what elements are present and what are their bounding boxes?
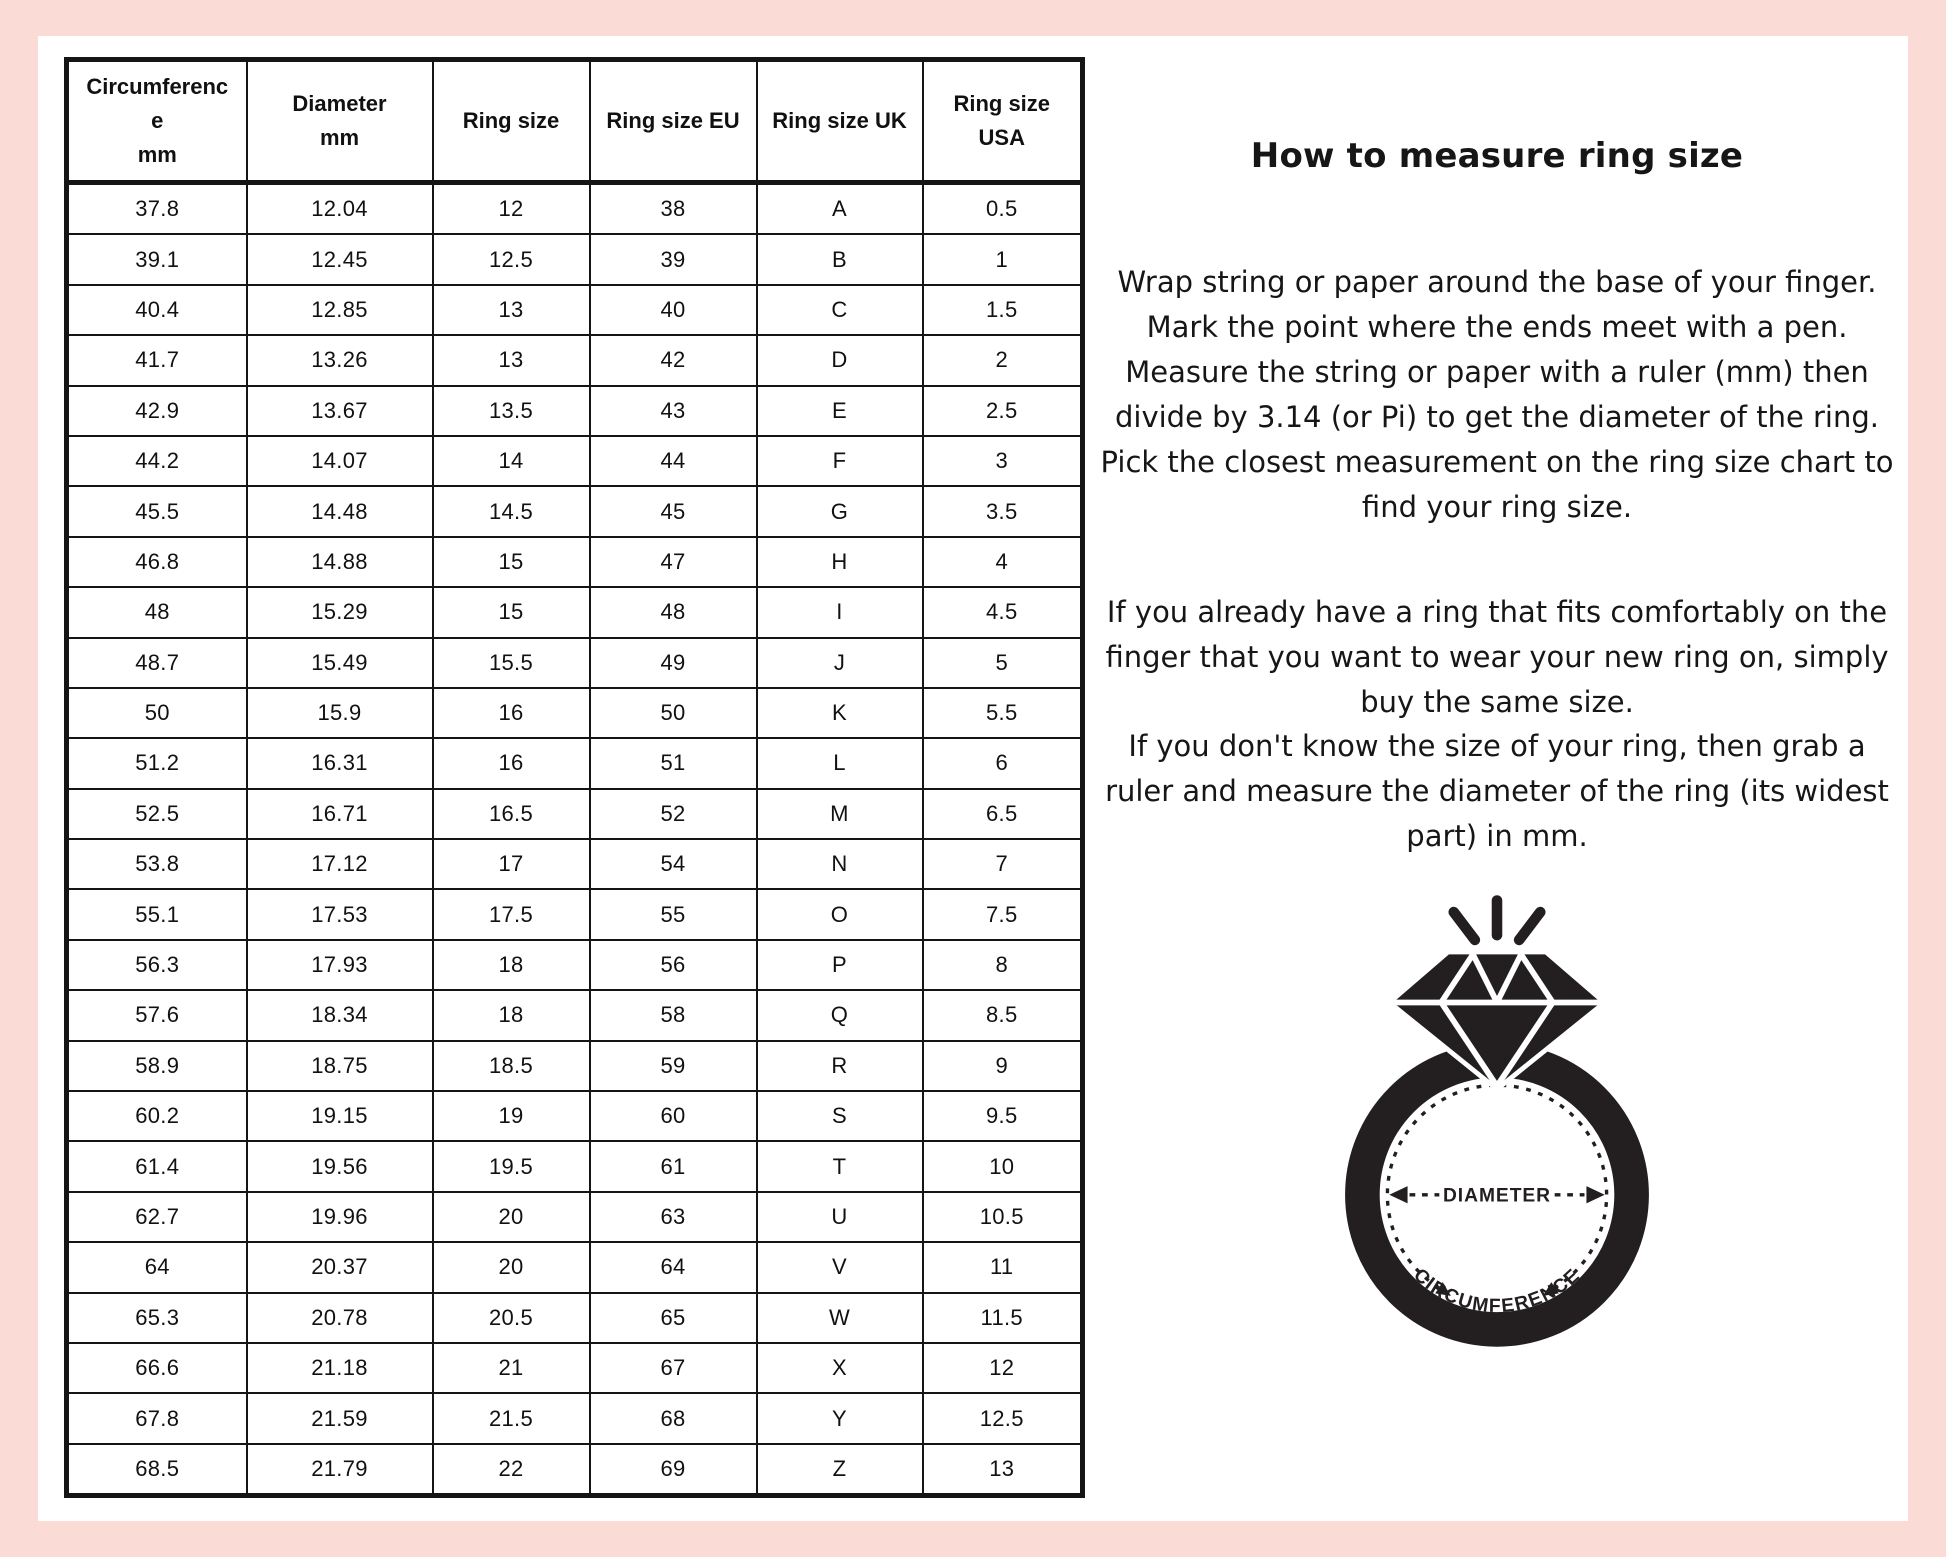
existing-ring-sentence-1: If you already have a ring that fits comfortably on the finger that you want to wear your new ring on, simply buy the same size.: [1105, 594, 1889, 719]
table-body: [67, 183, 1083, 1496]
table-cell: 61.4: [67, 1141, 247, 1191]
table-cell: 20.5: [433, 1293, 590, 1343]
table-cell: 44: [590, 436, 757, 486]
table-cell: E: [757, 386, 923, 436]
existing-ring-paragraph: [1092, 590, 1902, 860]
table-cell: 64: [590, 1242, 757, 1292]
column-header-line: Ring size: [462, 107, 560, 133]
table-cell: 9: [923, 1041, 1083, 1091]
table-cell: G: [757, 486, 923, 536]
table-row: [67, 1041, 1083, 1091]
table-cell: 14.48: [247, 486, 433, 536]
content-panel: [38, 36, 1908, 1521]
table-cell: B: [757, 234, 923, 284]
table-cell: 42: [590, 335, 757, 385]
table-row: [67, 1091, 1083, 1141]
table-cell: 18: [433, 940, 590, 990]
column-header: [923, 60, 1083, 183]
column-header-line: Ring size: [953, 90, 1051, 116]
table-cell: 8: [923, 940, 1083, 990]
column-header: [757, 60, 923, 183]
table-cell: 5: [923, 638, 1083, 688]
table-cell: 19: [433, 1091, 590, 1141]
table-row: [67, 940, 1083, 990]
table-row: [67, 738, 1083, 788]
table-row: [67, 839, 1083, 889]
column-header: [590, 60, 757, 183]
column-header-line: e: [151, 107, 164, 133]
table-cell: 17.53: [247, 889, 433, 939]
table-cell: 60.2: [67, 1091, 247, 1141]
existing-ring-sentence-2: If you don't know the size of your ring, then grab a ruler and measure the diameter of the ring (its widest part) in mm.: [1105, 729, 1889, 854]
table-cell: 1: [923, 234, 1083, 284]
ring-diagram: [1247, 889, 1747, 1389]
column-header: [67, 60, 247, 183]
table-cell: Y: [757, 1393, 923, 1443]
table-cell: 42.9: [67, 386, 247, 436]
table-cell: 5.5: [923, 688, 1083, 738]
table-row: [67, 486, 1083, 536]
table-cell: 13: [923, 1444, 1083, 1496]
table-row: [67, 638, 1083, 688]
table-cell: 39.1: [67, 234, 247, 284]
table-cell: 21.5: [433, 1393, 590, 1443]
table-cell: M: [757, 789, 923, 839]
table-cell: 40: [590, 285, 757, 335]
table-cell: 52: [590, 789, 757, 839]
table-cell: Q: [757, 990, 923, 1040]
table-cell: 11.5: [923, 1293, 1083, 1343]
table-cell: 12.5: [923, 1393, 1083, 1443]
column-header-line: Circumferenc: [86, 73, 229, 99]
table-cell: 15.5: [433, 638, 590, 688]
table-cell: 20: [433, 1192, 590, 1242]
table-cell: 13: [433, 335, 590, 385]
table-cell: 69: [590, 1444, 757, 1496]
table-cell: 48: [590, 587, 757, 637]
table-cell: 19.15: [247, 1091, 433, 1141]
table-cell: 2.5: [923, 386, 1083, 436]
table-cell: 65.3: [67, 1293, 247, 1343]
table-cell: 45: [590, 486, 757, 536]
table-cell: C: [757, 285, 923, 335]
table-cell: 20.78: [247, 1293, 433, 1343]
table-cell: 40.4: [67, 285, 247, 335]
table-cell: 2: [923, 335, 1083, 385]
table-cell: 13: [433, 285, 590, 335]
table-cell: 4.5: [923, 587, 1083, 637]
table-row: [67, 234, 1083, 284]
table-cell: 52.5: [67, 789, 247, 839]
table-cell: 18: [433, 990, 590, 1040]
table-cell: 12.5: [433, 234, 590, 284]
table-cell: X: [757, 1343, 923, 1393]
table-cell: V: [757, 1242, 923, 1292]
table-cell: 20: [433, 1242, 590, 1292]
column-header-line: USA: [978, 125, 1025, 150]
table-cell: 21: [433, 1343, 590, 1393]
table-cell: Z: [757, 1444, 923, 1496]
table-cell: 12.45: [247, 234, 433, 284]
measuring-instructions-paragraph: Wrap string or paper around the base of your finger. Mark the point where the ends meet with a pen. Measure the string or paper with a ruler (mm) then divide by 3.14 (or Pi) to get the diameter of the ring. Pick the closest measurement on the ring size chart to find your ring size.: [1100, 265, 1894, 524]
table-cell: 50: [590, 688, 757, 738]
table-row: [67, 1293, 1083, 1343]
table-row: [67, 1393, 1083, 1443]
table-row: [67, 183, 1083, 235]
table-cell: 43: [590, 386, 757, 436]
table-cell: 12: [433, 183, 590, 235]
table-row: [67, 537, 1083, 587]
table-cell: 67.8: [67, 1393, 247, 1443]
table-cell: 15.29: [247, 587, 433, 637]
table-cell: 1.5: [923, 285, 1083, 335]
table-cell: L: [757, 738, 923, 788]
table-cell: 39: [590, 234, 757, 284]
table-cell: 14.88: [247, 537, 433, 587]
table-cell: 15.49: [247, 638, 433, 688]
table-cell: 12.04: [247, 183, 433, 235]
ring-size-table: [64, 57, 1085, 1498]
table-cell: 18.34: [247, 990, 433, 1040]
table-cell: S: [757, 1091, 923, 1141]
table-cell: 68.5: [67, 1444, 247, 1496]
table-cell: 68: [590, 1393, 757, 1443]
table-cell: 50: [67, 688, 247, 738]
table-cell: 48.7: [67, 638, 247, 688]
table-cell: A: [757, 183, 923, 235]
table-cell: 57.6: [67, 990, 247, 1040]
table-cell: 58.9: [67, 1041, 247, 1091]
table-cell: 16.5: [433, 789, 590, 839]
table-cell: 21.79: [247, 1444, 433, 1496]
table-cell: 15.9: [247, 688, 433, 738]
table-cell: 17.12: [247, 839, 433, 889]
table-cell: 21.18: [247, 1343, 433, 1393]
table-row: [67, 386, 1083, 436]
table-cell: D: [757, 335, 923, 385]
table-cell: 16: [433, 688, 590, 738]
table-cell: 14: [433, 436, 590, 486]
table-cell: 47: [590, 537, 757, 587]
table-cell: 16: [433, 738, 590, 788]
table-cell: 18.5: [433, 1041, 590, 1091]
instructions-section: [1086, 36, 1908, 1521]
table-cell: 54: [590, 839, 757, 889]
table-cell: 14.07: [247, 436, 433, 486]
table-cell: N: [757, 839, 923, 889]
table-row: [67, 688, 1083, 738]
table-cell: 46.8: [67, 537, 247, 587]
table-cell: 13.5: [433, 386, 590, 436]
table-cell: H: [757, 537, 923, 587]
table-cell: 37.8: [67, 183, 247, 235]
table-row: [67, 335, 1083, 385]
column-header-line: mm: [137, 142, 177, 168]
table-cell: 56: [590, 940, 757, 990]
table-cell: 3.5: [923, 486, 1083, 536]
table-cell: W: [757, 1293, 923, 1343]
table-cell: 45.5: [67, 486, 247, 536]
table-cell: 6.5: [923, 789, 1083, 839]
table-cell: 53.8: [67, 839, 247, 889]
table-cell: 0.5: [923, 183, 1083, 235]
table-row: [67, 889, 1083, 939]
table-row: [67, 1343, 1083, 1393]
table-row: [67, 1141, 1083, 1191]
table-cell: 51.2: [67, 738, 247, 788]
table-row: [67, 587, 1083, 637]
table-cell: 17.5: [433, 889, 590, 939]
table-cell: 12: [923, 1343, 1083, 1393]
table-cell: 19.5: [433, 1141, 590, 1191]
table-cell: 21.59: [247, 1393, 433, 1443]
ring-size-table-section: [38, 36, 1086, 1521]
table-header: [67, 60, 1083, 183]
table-cell: 59: [590, 1041, 757, 1091]
table-cell: 65: [590, 1293, 757, 1343]
table-cell: 3: [923, 436, 1083, 486]
table-cell: 10: [923, 1141, 1083, 1191]
table-cell: 56.3: [67, 940, 247, 990]
column-header: [247, 60, 433, 183]
table-cell: 17: [433, 839, 590, 889]
table-row: [67, 285, 1083, 335]
table-cell: 62.7: [67, 1192, 247, 1242]
table-cell: 61: [590, 1141, 757, 1191]
table-cell: 15: [433, 537, 590, 587]
table-cell: P: [757, 940, 923, 990]
diameter-label: DIAMETER: [1442, 1185, 1552, 1207]
table-cell: 14.5: [433, 486, 590, 536]
circumference-label: CIRCUMFERENCE: [1409, 1264, 1585, 1318]
table-cell: 41.7: [67, 335, 247, 385]
column-header: [433, 60, 590, 183]
table-cell: 38: [590, 183, 757, 235]
table-row: [67, 1444, 1083, 1496]
table-cell: 19.96: [247, 1192, 433, 1242]
column-header-line: Ring size EU: [606, 107, 740, 133]
table-cell: 11: [923, 1242, 1083, 1292]
table-cell: 66.6: [67, 1343, 247, 1393]
table-cell: 67: [590, 1343, 757, 1393]
table-cell: 60: [590, 1091, 757, 1141]
table-cell: 13.26: [247, 335, 433, 385]
table-cell: 7: [923, 839, 1083, 889]
table-cell: 22: [433, 1444, 590, 1496]
table-cell: U: [757, 1192, 923, 1242]
table-row: [67, 1192, 1083, 1242]
table-cell: 55: [590, 889, 757, 939]
column-header-line: Ring size UK: [772, 107, 907, 133]
table-row: [67, 990, 1083, 1040]
table-cell: 51: [590, 738, 757, 788]
table-cell: 12.85: [247, 285, 433, 335]
table-cell: 15: [433, 587, 590, 637]
table-row: [67, 436, 1083, 486]
table-cell: 49: [590, 638, 757, 688]
table-cell: 18.75: [247, 1041, 433, 1091]
table-cell: 55.1: [67, 889, 247, 939]
column-header-line: Diameter: [292, 90, 387, 116]
table-cell: 20.37: [247, 1242, 433, 1292]
sparkle-icon: [1454, 901, 1541, 940]
table-cell: F: [757, 436, 923, 486]
table-cell: 48: [67, 587, 247, 637]
page-title: How to measure ring size: [1250, 136, 1744, 176]
table-cell: R: [757, 1041, 923, 1091]
table-cell: 44.2: [67, 436, 247, 486]
table-cell: K: [757, 688, 923, 738]
table-cell: 19.56: [247, 1141, 433, 1191]
table-cell: 64: [67, 1242, 247, 1292]
table-row: [67, 789, 1083, 839]
table-cell: 16.71: [247, 789, 433, 839]
table-cell: 7.5: [923, 889, 1083, 939]
table-cell: I: [757, 587, 923, 637]
table-cell: 6: [923, 738, 1083, 788]
table-cell: 17.93: [247, 940, 433, 990]
table-cell: O: [757, 889, 923, 939]
table-cell: 13.67: [247, 386, 433, 436]
table-cell: 63: [590, 1192, 757, 1242]
table-cell: 9.5: [923, 1091, 1083, 1141]
table-cell: 8.5: [923, 990, 1083, 1040]
table-cell: 16.31: [247, 738, 433, 788]
table-row: [67, 1242, 1083, 1292]
table-cell: J: [757, 638, 923, 688]
table-header-row: [67, 60, 1083, 183]
table-cell: 58: [590, 990, 757, 1040]
table-cell: 10.5: [923, 1192, 1083, 1242]
table-cell: 4: [923, 537, 1083, 587]
column-header-line: mm: [319, 125, 360, 150]
table-cell: T: [757, 1141, 923, 1191]
